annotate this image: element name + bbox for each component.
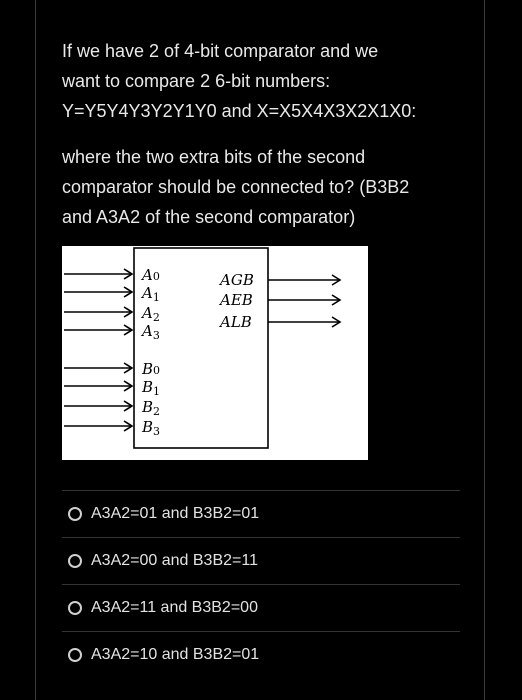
radio-icon[interactable] bbox=[68, 507, 82, 521]
question-paragraph-1 bbox=[62, 36, 472, 126]
answer-option-1[interactable] bbox=[62, 490, 460, 537]
radio-icon[interactable] bbox=[68, 601, 82, 615]
answer-option-label: A3A2=11 and B3B2=00 bbox=[91, 599, 258, 616]
question-paragraph-2 bbox=[62, 142, 472, 232]
question-line: where the two extra bits of the second bbox=[62, 147, 366, 167]
answer-option-4[interactable] bbox=[62, 631, 460, 678]
output-label-aeb: AEB bbox=[220, 291, 253, 309]
input-label-a2: $A_2$ bbox=[142, 304, 160, 324]
radio-icon[interactable] bbox=[68, 648, 82, 662]
question-line: want to compare 2 6-bit numbers: bbox=[62, 71, 331, 91]
input-arrows bbox=[64, 269, 132, 431]
answer-option-label: A3A2=00 and B3B2=11 bbox=[91, 552, 258, 569]
input-label-b1: $B_1$ bbox=[142, 378, 161, 398]
input-label-b0: B0 bbox=[142, 360, 161, 378]
answer-option-3[interactable] bbox=[62, 584, 460, 631]
radio-icon[interactable] bbox=[68, 554, 82, 568]
input-label-a3: $A_3$ bbox=[142, 322, 160, 342]
output-arrows bbox=[268, 275, 340, 327]
answer-option-2[interactable] bbox=[62, 537, 460, 584]
output-label-agb: AGB bbox=[220, 271, 254, 289]
input-label-b3: $B_3$ bbox=[142, 418, 161, 438]
comparator-diagram bbox=[62, 246, 368, 460]
output-label-alb: ALB bbox=[220, 313, 252, 331]
question-line: and A3A2 of the second comparator) bbox=[62, 207, 356, 227]
answer-option-label: A3A2=01 and B3B2=01 bbox=[91, 505, 260, 522]
question-line: If we have 2 of 4-bit comparator and we bbox=[62, 41, 379, 61]
question-text bbox=[62, 36, 472, 248]
input-label-b2: $B_2$ bbox=[142, 398, 161, 418]
input-label-a1: $A_1$ bbox=[142, 284, 160, 304]
question-line: Y=Y5Y4Y3Y2Y1Y0 and X=X5X4X3X2X1X0: bbox=[62, 101, 417, 121]
input-label-a0: A0 bbox=[142, 266, 160, 284]
answer-options bbox=[62, 490, 460, 678]
question-line: comparator should be connected to? (B3B2 bbox=[62, 177, 410, 197]
answer-option-label: A3A2=10 and B3B2=01 bbox=[91, 646, 260, 663]
